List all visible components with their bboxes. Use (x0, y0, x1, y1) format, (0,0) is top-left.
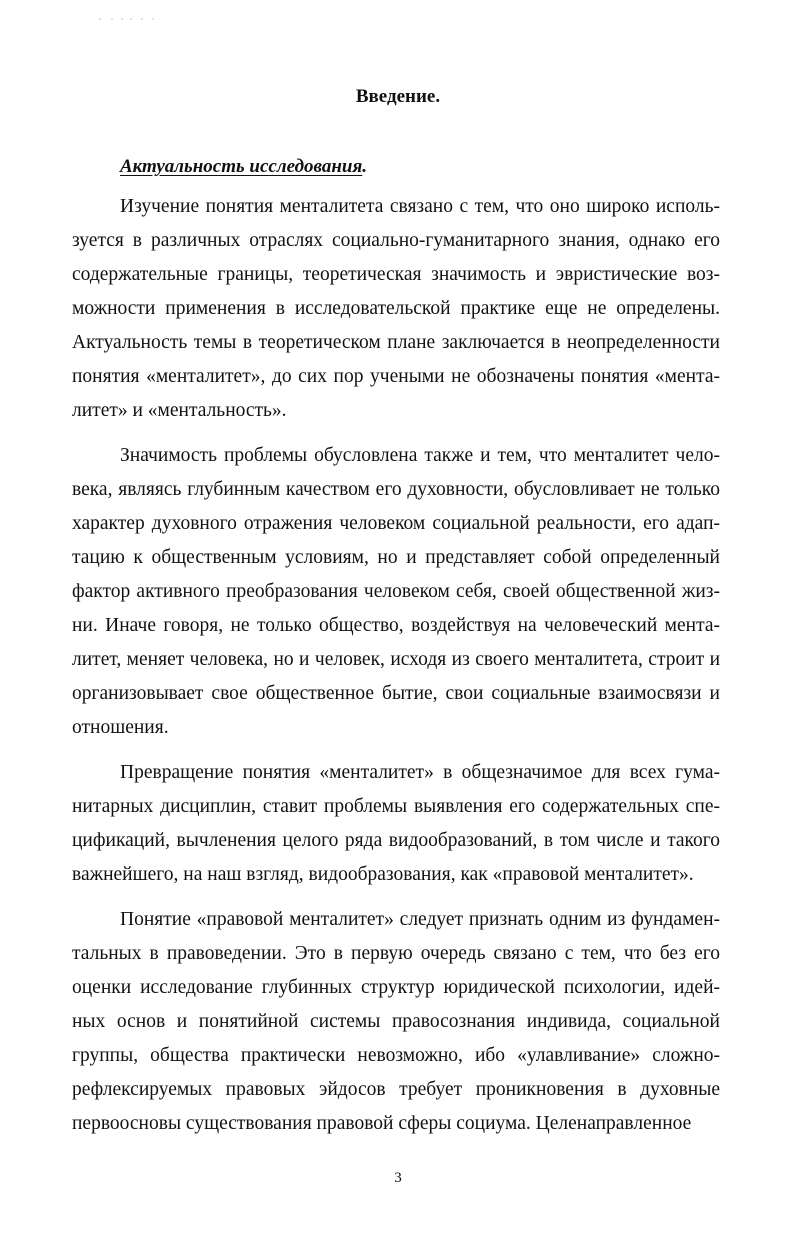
text-line: группы, общества практически невозможно, ибо «улавливание» сложно- (72, 1045, 720, 1066)
text-line: тацию к общественным условиям, но и представляет собой определенный (72, 547, 720, 568)
text-line: Изучение понятия менталитета связано с тем, что оно широко исполь- (120, 196, 720, 217)
text-line: Актуальность темы в теоретическом плане заключается в неопределенности (72, 332, 720, 353)
text-line: фактор активного преобразования человеком себя, своей общественной жиз- (72, 581, 720, 602)
paragraph (72, 903, 720, 1141)
text-line: понятия «менталитет», до сих пор учеными не обозначены понятия «мента- (72, 366, 720, 387)
paragraph (72, 756, 720, 892)
text-line: содержательные границы, теоретическая значимость и эвристические воз- (72, 264, 720, 285)
text-line: важнейшего, на наш взгляд, видообразования, как «правовой менталитет». (72, 864, 694, 885)
body-text (72, 190, 720, 1141)
text-line: характер духовного отражения человеком социальной реальности, его адап- (72, 513, 720, 534)
section-heading-text: Актуальность исследования (120, 156, 363, 177)
page-title: Введение. (355, 86, 441, 107)
text-line: рефлексируемых правовых эйдосов требует проникновения в духовные (72, 1079, 720, 1100)
text-line: ни. Иначе говоря, не только общество, воздействуя на человеческий мента- (72, 615, 720, 636)
text-line: литет, меняет человека, но и человек, исходя из своего менталитета, строит и (72, 649, 720, 670)
text-line: Понятие «правовой менталитет» следует признать одним из фундамен- (120, 909, 720, 930)
scan-artifact (98, 8, 158, 12)
text-line: отношения. (72, 717, 169, 738)
section-heading (120, 156, 367, 178)
text-line: Значимость проблемы обусловлена также и тем, что менталитет чело- (120, 445, 720, 466)
text-line: первоосновы существования правовой сферы социума. Целенаправленное (72, 1113, 692, 1134)
paragraph (72, 190, 720, 428)
text-line: зуется в различных отраслях социально-гуманитарного знания, однако его (72, 230, 720, 251)
text-line: нитарных дисциплин, ставит проблемы выявления его содержательных спе- (72, 796, 720, 817)
section-heading-suffix: . (362, 156, 367, 177)
text-line: тальных в правоведении. Это в первую очередь связано с тем, что без его (72, 943, 720, 964)
text-line: ных основ и понятийной системы правосознания индивида, социальной (72, 1011, 720, 1032)
page-number: 3 (394, 1170, 402, 1186)
text-line: оценки исследование глубинных структур юридической психологии, идей- (72, 977, 720, 998)
text-line: века, являясь глубинным качеством его духовности, обусловливает не только (72, 479, 720, 500)
text-line: цификаций, вычленения целого ряда видообразований, в том числе и такого (72, 830, 720, 851)
paragraph (72, 439, 720, 745)
text-line: литет» и «ментальность». (72, 400, 287, 421)
text-line: организовывает свое общественное бытие, свои социальные взаимосвязи и (72, 683, 720, 704)
text-line: можности применения в исследовательской практике еще не определены. (72, 298, 720, 319)
text-line: Превращение понятия «менталитет» в общезначимое для всех гума- (120, 762, 720, 783)
